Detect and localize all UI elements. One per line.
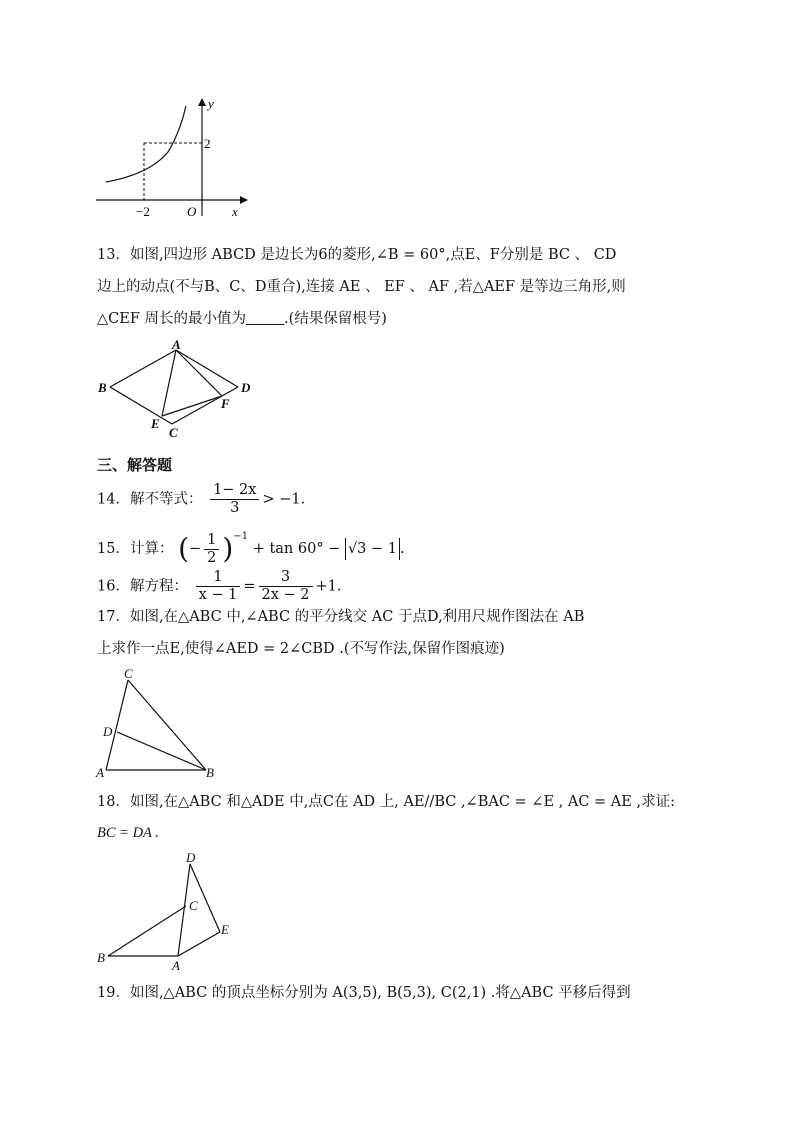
vertex-a-label: A [96, 765, 104, 780]
q17-text-1: 如图,在△ABC 中,∠ABC 的平分线交 AC 于点D,利用尺规作图法在 AB [129, 609, 585, 625]
q16-line [97, 569, 341, 604]
q16-fraction-2 [259, 569, 313, 604]
x-axis-label: x [232, 204, 238, 219]
q18-line-2 [97, 823, 159, 843]
vertex-c-label: C [189, 898, 198, 913]
q17-number: 17． [97, 609, 130, 625]
q16-f2-denominator: 2x − 2 [261, 587, 310, 603]
vertex-a-label: A [172, 958, 180, 973]
x-axis-arrow-icon [240, 196, 248, 204]
q15-tail: . [400, 541, 405, 557]
q18-text-1: 如图,在△ABC 和△ADE 中,点C在 AD 上, AE//BC ,∠BAC = ∠E , AC = AE ,求证: [129, 794, 675, 810]
origin-label: O [187, 204, 197, 219]
segment-bc [128, 680, 206, 770]
q18-line-1 [97, 792, 675, 812]
y-tick-label: 2 [204, 136, 211, 151]
q13-number: 13． [97, 247, 130, 263]
y-axis-arrow-icon [198, 98, 206, 106]
q15-exponent: −1 [233, 531, 249, 542]
q19-line-1 [97, 983, 631, 1003]
q16-f1-numerator: 1 [196, 569, 241, 587]
vertex-b-label: B [206, 765, 214, 780]
vertex-d-label: D [103, 724, 113, 739]
q15-fraction [204, 532, 219, 567]
q13-text-2: 边上的动点(不与B、C、D重合),连接 AE 、 EF 、 AF ,若△AEF 是等边三角形,则 [97, 279, 626, 295]
segment-ba [110, 350, 176, 387]
triangle-abc-figure [92, 664, 232, 782]
q18-number: 18． [97, 794, 130, 810]
q14-denominator: 3 [230, 500, 240, 516]
q16-equals: = [243, 578, 256, 595]
vertex-e-label: E [221, 922, 229, 937]
q16-f2-numerator: 3 [259, 569, 313, 587]
q17-line-2 [97, 639, 505, 659]
function-graph-figure [90, 92, 250, 222]
segment-ae [162, 350, 176, 416]
q14-tail: > −1. [262, 491, 306, 508]
q14-numerator: 1− 2x [210, 482, 259, 500]
vertex-c-label: C [124, 666, 133, 681]
right-paren: ) [222, 532, 234, 565]
q15-number: 15． [97, 541, 130, 557]
left-paren: ( [178, 532, 189, 565]
vertex-c-label: C [169, 425, 178, 440]
q13-line-3 [97, 309, 387, 329]
vertex-d-label: D [186, 850, 196, 865]
q15-numerator: 1 [204, 532, 219, 550]
q15-denominator: 2 [207, 549, 217, 566]
triangles-figure [92, 846, 242, 974]
q19-text-1: 如图,△ABC 的顶点坐标分别为 A(3,5), B(5,3), C(2,1) .将△ABC 平移后得到 [129, 985, 631, 1001]
y-axis-label: y [208, 96, 214, 111]
q15-abs-expr: √3 − 1 [347, 541, 397, 557]
q14-fraction [210, 482, 259, 517]
vertex-e-label: E [151, 416, 160, 431]
vertex-b-label: B [98, 380, 107, 395]
vertex-d-label: D [241, 380, 251, 395]
q17-line-1 [97, 607, 584, 627]
segment-cb [110, 387, 172, 424]
q15-line [97, 527, 405, 567]
function-curve [106, 106, 186, 182]
rhombus-figure [94, 336, 264, 446]
segment-bd [117, 732, 206, 770]
q15-sign: − [189, 541, 202, 557]
segment-ea [178, 932, 220, 956]
segment-bc [108, 906, 186, 956]
answer-blank[interactable] [246, 310, 284, 325]
q17-text-2: 上求作一点E,使得∠AED = 2∠CBD .(不写作法,保留作图痕迹) [97, 641, 505, 657]
q13-text-3a: △CEF 周长的最小值为 [97, 311, 246, 327]
q14-number: 14． [97, 491, 130, 508]
q13-text-1: 如图,四边形 ABCD 是边长为6的菱形,∠B = 60°,点E、F分别是 BC 、 CD [129, 247, 617, 263]
vertex-a-label: A [172, 337, 181, 352]
q15-middle: + tan 60° − [252, 541, 341, 557]
q13-line-1 [97, 245, 616, 265]
q13-text-3b: .(结果保留根号) [284, 311, 387, 327]
vertex-b-label: B [97, 950, 105, 965]
q16-f1-denominator: x − 1 [198, 587, 238, 603]
q15-text: 计算： [129, 541, 174, 557]
q16-fraction-1 [196, 569, 241, 604]
vertex-f-label: F [221, 396, 230, 411]
q16-number: 16． [97, 578, 130, 595]
q14-line [97, 482, 305, 517]
q18-text-2: BC = DA . [97, 825, 159, 841]
x-tick-label: −2 [136, 204, 150, 219]
q19-number: 19． [97, 985, 130, 1001]
q14-text: 解不等式： [129, 491, 203, 508]
q16-text: 解方程： [129, 578, 188, 595]
q13-line-2 [97, 277, 626, 297]
section-heading: 三、解答题 [97, 456, 173, 474]
q16-tail: +1. [315, 578, 342, 595]
